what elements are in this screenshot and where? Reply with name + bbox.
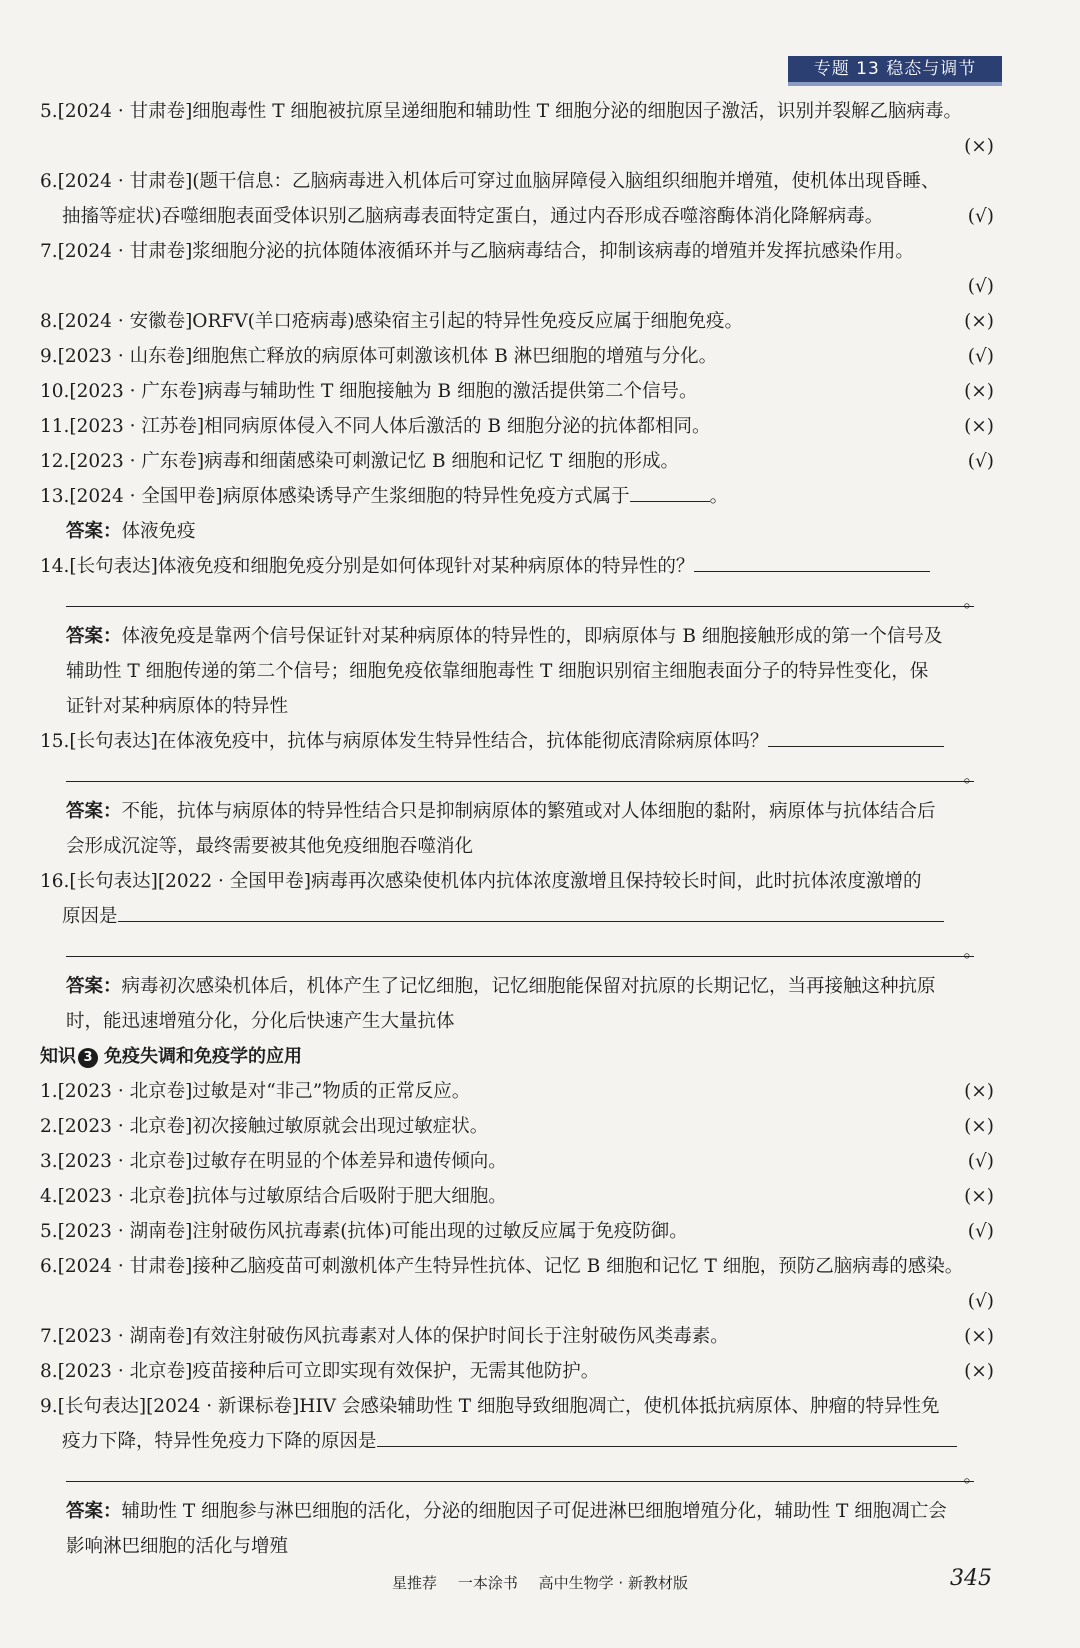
answer-s9-cont: 影响淋巴细胞的活化与增殖 [66,1536,289,1557]
answer-blank[interactable] [630,479,710,502]
judge-mark: (×) [964,1081,994,1102]
page-content [40,94,1000,1564]
question-8: 8.[2024 · 安徽卷]ORFV(羊口疮病毒)感染宿主引起的特异性免疫反应属于细胞免疫。 (×) [40,304,1000,339]
answer-14-cont: 辅助性 T 细胞传递的第二个信号；细胞免疫依靠细胞毒性 T 细胞识别宿主细胞表面分子的特异性变化，保 [66,661,929,682]
judge-mark: (√) [967,1151,994,1172]
judge-mark: (√) [967,206,994,227]
statement-6: 6.[2024 · 甘肃卷]接种乙脑疫苗可刺激机体产生特异性抗体、记忆 B 细胞和记忆 T 细胞，预防乙脑病毒的感染。 [40,1256,964,1277]
question-12: 12.[2023 · 广东卷]病毒和细菌感染可刺激记忆 B 细胞和记忆 T 细胞的形成。 (√) [40,444,1000,479]
question-7-mark-line [40,269,1000,304]
answer-15: 答案：不能，抗体与病原体的特异性结合只是抑制病原体的繁殖或对人体细胞的黏附，病原体与抗体结合后 [66,801,936,822]
answer-s9: 答案：辅助性 T 细胞参与淋巴细胞的活化，分泌的细胞因子可促进淋巴细胞增殖分化，辅助性 T 细胞凋亡会 [66,1501,947,1522]
judge-mark: (×) [964,1361,994,1382]
statement-6-mark-line [40,1284,1000,1319]
judge-mark: (√) [967,1221,994,1242]
question-9: 9.[2023 · 山东卷]细胞焦亡释放的病原体可刺激该机体 B 淋巴细胞的增殖与分化。 (√) [40,339,1000,374]
chapter-tag: 专题 13 稳态与调节 [788,56,1002,86]
question-10: 10.[2023 · 广东卷]病毒与辅助性 T 细胞接触为 B 细胞的激活提供第二个信号。 (×) [40,374,1000,409]
question-6: 6.[2024 · 甘肃卷](题干信息：乙脑病毒进入机体后可穿过血脑屏障侵入脑组织细胞并增殖，使机体出现昏睡、 [40,171,940,192]
answer-blank[interactable] [118,899,944,922]
answer-blank-line[interactable]: 。 [40,759,1000,794]
answer-14: 答案：体液免疫是靠两个信号保证针对某种病原体的特异性的，即病原体与 B 细胞接触形成的第一个信号及 [66,626,943,647]
question-13: 13.[2024 · 全国甲卷]病原体感染诱导产生浆细胞的特异性免疫方式属于 。 [40,479,1000,514]
statement-1: 1.[2023 · 北京卷]过敏是对“非己”物质的正常反应。 (×) [40,1074,1000,1109]
statement-9: 9.[长句表达][2024 · 新课标卷]HIV 会感染辅助性 T 细胞导致细胞凋亡，使机体抵抗病原体、肿瘤的特异性免 [40,1396,940,1417]
judge-mark: (×) [964,381,994,402]
answer-blank-line[interactable]: 。 [40,934,1000,969]
statement-8: 8.[2023 · 北京卷]疫苗接种后可立即实现有效保护，无需其他防护。 (×) [40,1354,1000,1389]
judge-mark: (√) [967,276,994,297]
question-16-cont: 原因是 [40,899,1000,934]
answer-15-cont: 会形成沉淀等，最终需要被其他免疫细胞吞噬消化 [66,836,474,857]
question-15: 15.[长句表达]在体液免疫中，抗体与病原体发生特异性结合，抗体能彻底清除病原体吗？ [40,724,1000,759]
footer-subject: 高中生物学 · 新教材版 [538,1574,688,1592]
answer-16-cont: 时，能迅速增殖分化，分化后快速产生大量抗体 [66,1011,455,1032]
question-6-cont: 抽搐等症状)吞噬细胞表面受体识别乙脑病毒表面特定蛋白，通过内吞形成吞噬溶酶体消化降解病毒。 (√) [40,199,1000,234]
question-5-mark-line [40,129,1000,164]
footer-brand: 星推荐 [392,1574,438,1592]
answer-blank[interactable] [768,724,944,747]
page-number: 345 [950,1566,992,1591]
judge-mark: (×) [964,136,994,157]
statement-9-cont: 疫力下降，特异性免疫力下降的原因是 [40,1424,1000,1459]
judge-mark: (√) [967,1291,994,1312]
answer-blank[interactable] [694,549,930,572]
question-16: 16.[长句表达][2022 · 全国甲卷]病毒再次感染使机体内抗体浓度激增且保持较长时间，此时抗体浓度激增的 [40,871,922,892]
question-14: 14.[长句表达]体液免疫和细胞免疫分别是如何体现针对某种病原体的特异性的？ [40,549,1000,584]
answer-14-cont: 证针对某种病原体的特异性 [66,696,289,717]
judge-mark: (√) [967,346,994,367]
section-number-badge: 3 [78,1048,98,1068]
question-11: 11.[2023 · 江苏卷]相同病原体侵入不同人体后激活的 B 细胞分泌的抗体都相同。 (×) [40,409,1000,444]
section-heading: 知识 3 免疫失调和免疫学的应用 [40,1046,302,1067]
statement-2: 2.[2023 · 北京卷]初次接触过敏原就会出现过敏症状。 (×) [40,1109,1000,1144]
judge-mark: (√) [967,451,994,472]
statement-5: 5.[2023 · 湖南卷]注射破伤风抗毒素(抗体)可能出现的过敏反应属于免疫防御。 (√) [40,1214,1000,1249]
answer-blank-line[interactable]: 。 [40,584,1000,619]
judge-mark: (×) [964,416,994,437]
answer-16: 答案：病毒初次感染机体后，机体产生了记忆细胞，记忆细胞能保留对抗原的长期记忆，当再接触这种抗原 [66,976,936,997]
judge-mark: (×) [964,1186,994,1207]
statement-7: 7.[2023 · 湖南卷]有效注射破伤风抗毒素对人体的保护时间长于注射破伤风类毒素。 (×) [40,1319,1000,1354]
answer-blank[interactable] [377,1424,957,1447]
statement-4: 4.[2023 · 北京卷]抗体与过敏原结合后吸附于肥大细胞。 (×) [40,1179,1000,1214]
answer-13: 答案：体液免疫 [66,521,196,542]
statement-3: 3.[2023 · 北京卷]过敏存在明显的个体差异和遗传倾向。 (√) [40,1144,1000,1179]
answer-blank-line[interactable]: 。 [40,1459,1000,1494]
question-7: 7.[2024 · 甘肃卷]浆细胞分泌的抗体随体液循环并与乙脑病毒结合，抑制该病毒的增殖并发挥抗感染作用。 [40,241,914,262]
page-footer [0,1572,1080,1593]
judge-mark: (×) [964,1326,994,1347]
footer-series: 一本涂书 [457,1574,518,1592]
judge-mark: (×) [964,311,994,332]
question-5: 5.[2024 · 甘肃卷]细胞毒性 T 细胞被抗原呈递细胞和辅助性 T 细胞分泌的细胞因子激活，识别并裂解乙脑病毒。 [40,101,963,122]
judge-mark: (×) [964,1116,994,1137]
